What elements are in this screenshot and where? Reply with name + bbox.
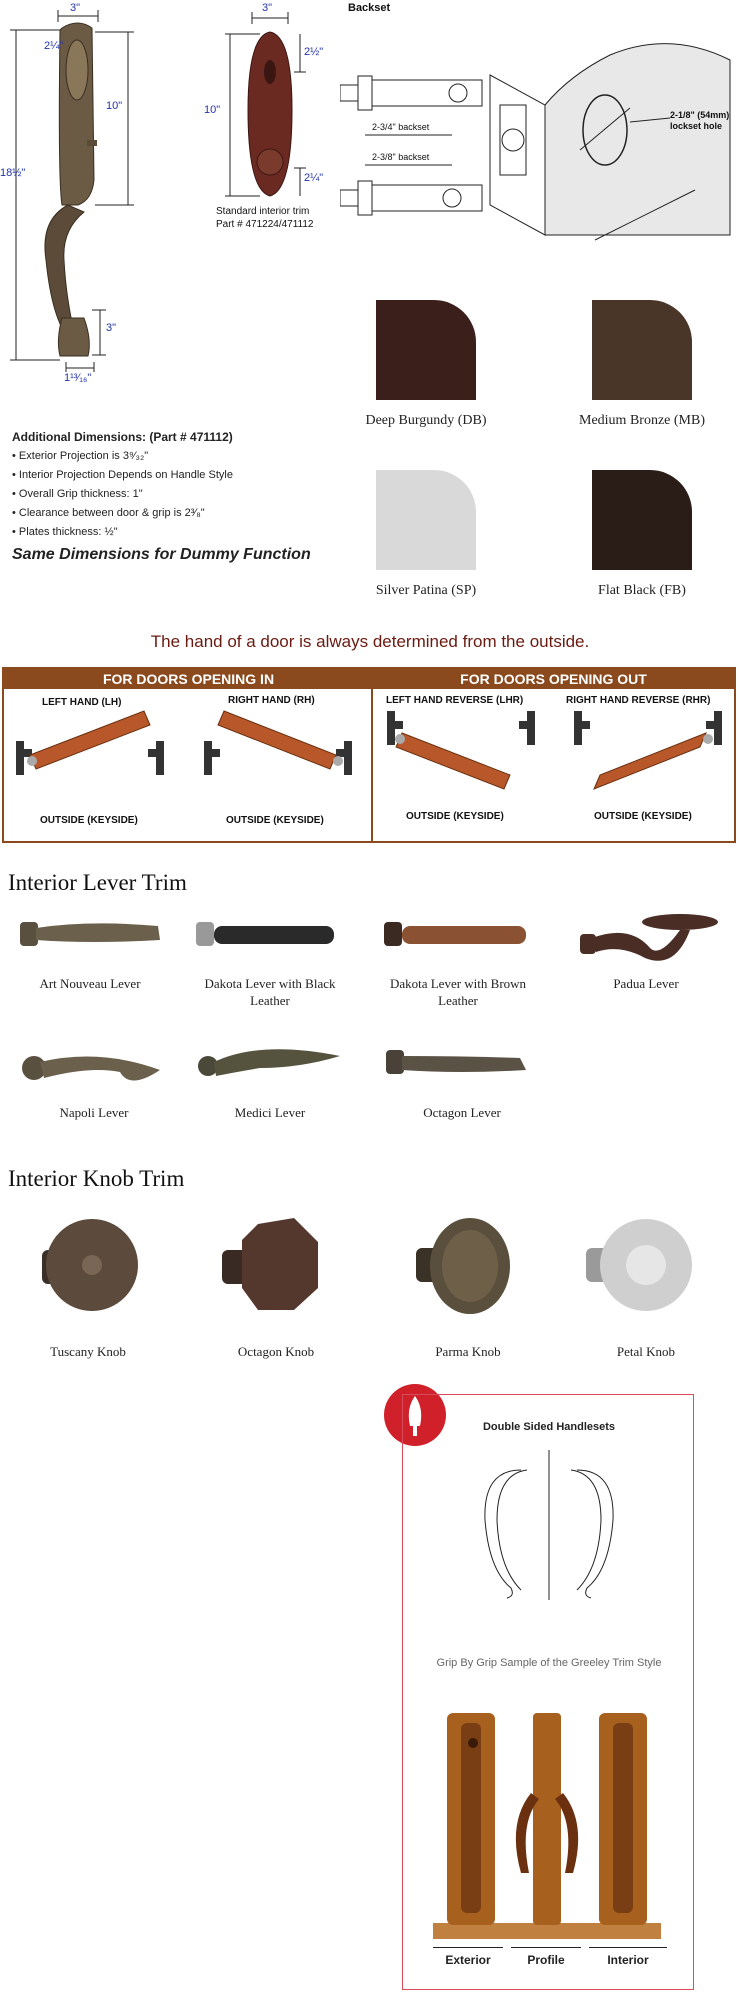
additional-heading: Additional Dimensions: (Part # 471112) bbox=[12, 430, 233, 444]
tuscany-knob-image bbox=[42, 1219, 138, 1311]
finish-swatch-sp bbox=[376, 470, 476, 570]
grip-label-profile: Profile bbox=[527, 1953, 565, 1967]
label-lhr: LEFT HAND REVERSE (LHR) bbox=[386, 695, 524, 706]
backset-diagram bbox=[340, 0, 740, 260]
knob-label: Tuscany Knob bbox=[50, 1344, 126, 1359]
knob-images bbox=[0, 1210, 740, 1340]
double-sided-title: Double Sided Handlesets bbox=[482, 1421, 616, 1433]
outside-lh: OUTSIDE (KEYSIDE) bbox=[40, 815, 138, 826]
backset-title: Backset bbox=[348, 2, 391, 14]
trim-dim-height: 10" bbox=[204, 104, 221, 116]
interior-trim-drawing bbox=[200, 0, 330, 235]
napoli-lever-image bbox=[22, 1056, 160, 1081]
trim-dim-top-offset: 2½" bbox=[304, 46, 324, 58]
lever-trim-title: Interior Lever Trim bbox=[8, 870, 187, 895]
finish-label-sp: Silver Patina (SP) bbox=[375, 583, 477, 598]
octagon-knob-image bbox=[222, 1218, 318, 1310]
grip-label-interior: Interior bbox=[607, 1953, 649, 1967]
dim-bottom-height: 3" bbox=[106, 322, 117, 334]
additional-item: • Interior Projection Depends on Handle Style bbox=[12, 469, 233, 481]
lever-label: Medici Lever bbox=[234, 1105, 306, 1120]
lever-label: Padua Lever bbox=[613, 976, 679, 991]
handleset-dimension-drawing bbox=[0, 0, 140, 385]
knob-label: Parma Knob bbox=[435, 1344, 501, 1359]
trim-dim-bottom-offset: 2¼" bbox=[304, 172, 324, 184]
dim-base-width: 1¹³⁄₁₆" bbox=[64, 372, 92, 384]
additional-dimensions bbox=[12, 430, 332, 564]
dim-width-top: 3" bbox=[70, 2, 81, 14]
hand-statement: The hand of a door is always determined from the outside. bbox=[150, 632, 590, 651]
lever-label: Art Nouveau Lever bbox=[39, 976, 141, 991]
outside-rhr: OUTSIDE (KEYSIDE) bbox=[594, 811, 692, 822]
additional-item: • Plates thickness: ½" bbox=[12, 526, 118, 538]
dummy-function-note: Same Dimensions for Dummy Function bbox=[12, 546, 311, 563]
additional-item-text: Plates thickness: ½" bbox=[18, 526, 118, 538]
padua-lever-image bbox=[580, 914, 718, 961]
trim-caption-1: Standard interior trim bbox=[216, 206, 310, 217]
label-rhr: RIGHT HAND REVERSE (RHR) bbox=[566, 695, 711, 706]
finish-label-db: Deep Burgundy (DB) bbox=[365, 413, 487, 428]
knob-label: Octagon Knob bbox=[237, 1344, 315, 1359]
hole-label-2: lockset hole bbox=[670, 121, 723, 131]
petal-knob-image bbox=[586, 1219, 692, 1311]
backset-label-b: 2-3/8" backset bbox=[372, 152, 430, 162]
header-opening-out: FOR DOORS OPENING OUT bbox=[373, 669, 734, 689]
grip-label-exterior: Exterior bbox=[445, 1953, 491, 1967]
lever-images bbox=[0, 900, 740, 1160]
additional-item-text: Interior Projection Depends on Handle Style bbox=[18, 469, 233, 481]
dim-overall-height: 18½" bbox=[0, 167, 26, 179]
hand-of-door-chart bbox=[2, 667, 736, 843]
outside-lhr: OUTSIDE (KEYSIDE) bbox=[406, 811, 504, 822]
underline-exterior bbox=[433, 1947, 503, 1948]
trim-dim-width: 3" bbox=[262, 2, 273, 14]
interior-trim-svg bbox=[200, 0, 330, 235]
parma-knob-image bbox=[416, 1218, 510, 1314]
octagon-lever-image bbox=[386, 1050, 526, 1074]
dakota-brown-lever-image bbox=[384, 922, 526, 946]
finish-swatch-fb bbox=[592, 470, 692, 570]
additional-item: • Overall Grip thickness: 1" bbox=[12, 488, 143, 500]
additional-item-text: Overall Grip thickness: 1" bbox=[18, 488, 143, 500]
header-opening-in: FOR DOORS OPENING IN bbox=[4, 669, 373, 689]
underline-profile bbox=[511, 1947, 581, 1948]
finish-swatch-db bbox=[376, 300, 476, 400]
additional-item: • Exterior Projection is 3⁹⁄₃₂" bbox=[12, 450, 149, 462]
finish-label-fb: Flat Black (FB) bbox=[598, 583, 686, 598]
double-sided-panel bbox=[402, 1394, 694, 1990]
dim-top-offset: 2¼" bbox=[44, 40, 64, 52]
finish-swatch-mb bbox=[592, 300, 692, 400]
finish-label-mb: Medium Bronze (MB) bbox=[579, 413, 705, 428]
lever-label: Dakota Lever with Brown Leather bbox=[389, 976, 527, 1008]
hole-label-1: 2-1/8" (54mm) bbox=[670, 110, 730, 120]
knob-label: Petal Knob bbox=[616, 1344, 676, 1359]
backset-label-a: 2-3/4" backset bbox=[372, 122, 430, 132]
outside-rh: OUTSIDE (KEYSIDE) bbox=[226, 815, 324, 826]
additional-item: • Clearance between door & grip is 2³⁄₈" bbox=[12, 507, 205, 519]
handleset-svg bbox=[0, 0, 140, 385]
double-sided-subtitle: Grip By Grip Sample of the Greeley Trim Style bbox=[436, 1657, 662, 1669]
grip-samples-svg bbox=[403, 1683, 695, 1943]
trim-caption-2: Part # 471224/471112 bbox=[216, 219, 314, 230]
knob-trim-title: Interior Knob Trim bbox=[8, 1166, 185, 1191]
medici-lever-image bbox=[198, 1049, 340, 1076]
handle-outline-svg bbox=[403, 1450, 695, 1610]
lever-label: Dakota Lever with Black Leather bbox=[204, 976, 336, 1008]
additional-item-text: Exterior Projection is 3⁹⁄₃₂" bbox=[18, 450, 149, 462]
underline-interior bbox=[589, 1947, 667, 1948]
additional-item-text: Clearance between door & grip is 2³⁄₈" bbox=[18, 507, 205, 519]
lever-label: Napoli Lever bbox=[59, 1105, 129, 1120]
dakota-black-lever-image bbox=[196, 922, 334, 946]
lever-label: Octagon Lever bbox=[423, 1105, 501, 1120]
label-rh: RIGHT HAND (RH) bbox=[228, 695, 315, 706]
label-lh: LEFT HAND (LH) bbox=[42, 697, 122, 708]
art-nouveau-lever-image bbox=[20, 922, 160, 946]
dim-upper-height: 10" bbox=[106, 100, 123, 112]
